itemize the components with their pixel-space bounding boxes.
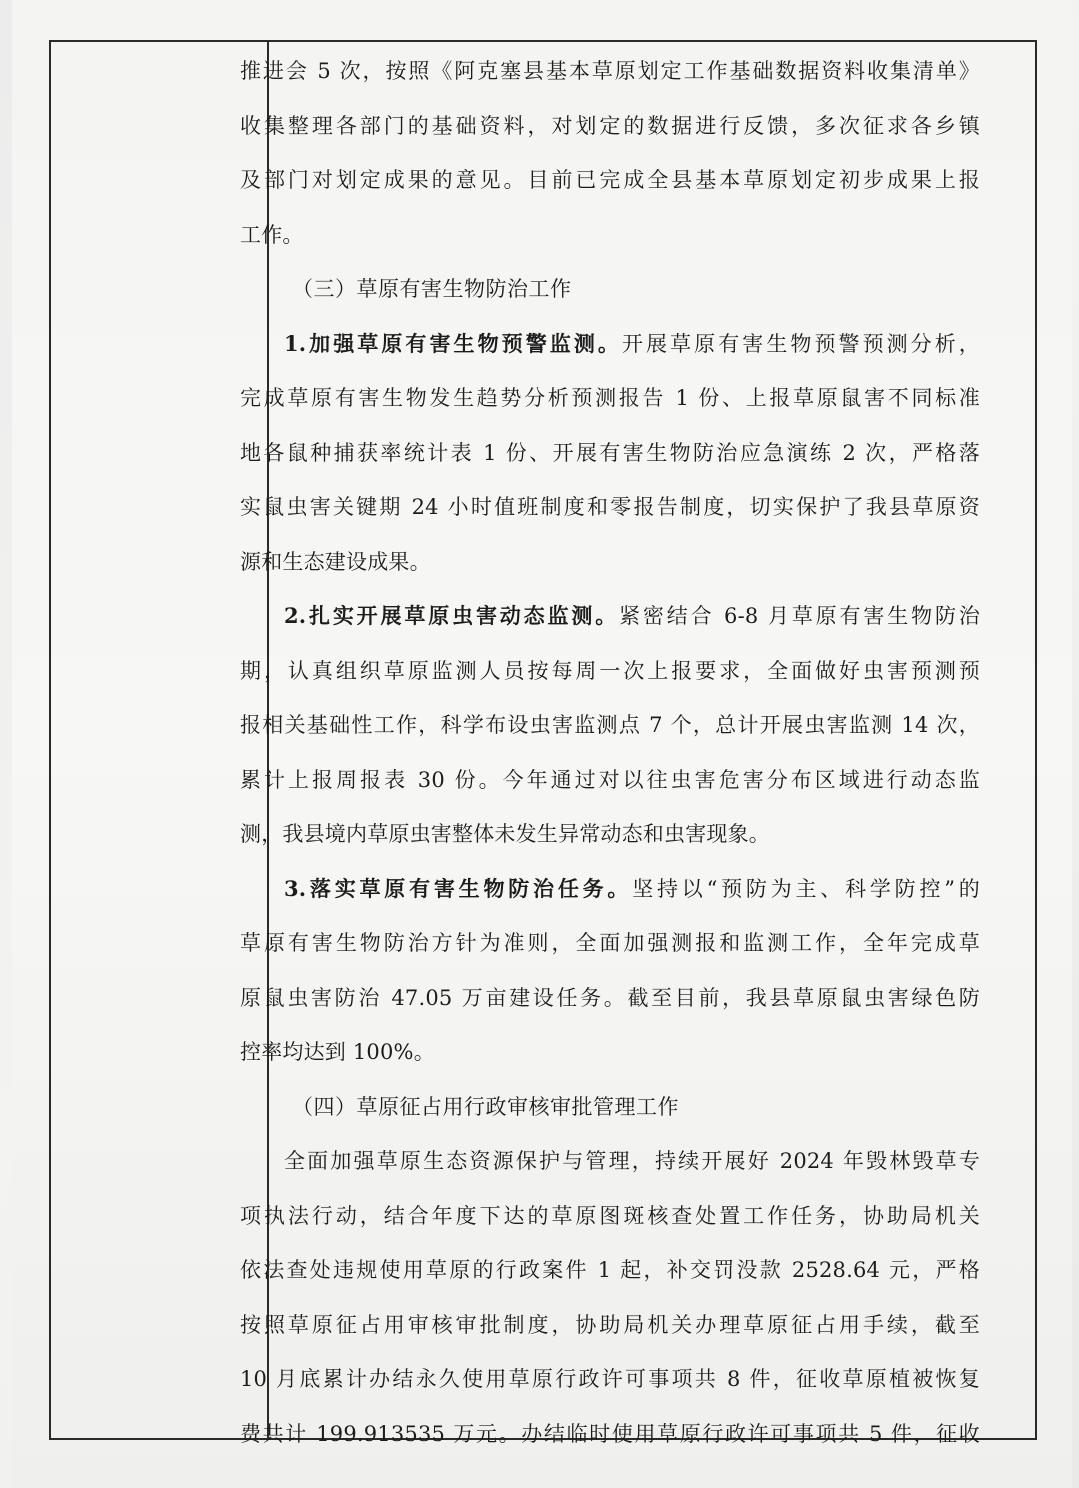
- section-heading: （三）草原有害生物防治工作: [292, 277, 572, 301]
- item-lead: 2.扎实开展草原虫害动态监测。: [284, 603, 620, 628]
- paragraph-line: 及部门对划定成果的意见。目前已完成全县基本草原划定初步成果上报: [240, 168, 980, 192]
- section-heading: （四）草原征占用行政审核审批管理工作: [292, 1094, 679, 1119]
- paragraph-line: 费共计 199.913535 万元。办结临时使用草原行政许可事项共 5 件，征收: [240, 1421, 980, 1446]
- paragraph-line: [240, 317, 980, 372]
- paragraph-line: 报相关基础性工作，科学布设虫害监测点 7 个，总计开展虫害监测 14 次，: [240, 713, 980, 737]
- paragraph-line: 原鼠虫害防治 47.05 万亩建设任务。截至目前，我县草原鼠虫害绿色防: [240, 985, 980, 1010]
- paragraph-line: 源和生态建设成果。: [240, 549, 431, 574]
- item-text: 坚持以“预防为主、科学防控”的: [632, 876, 980, 901]
- item-lead: 3.落实草原有害生物防治任务。: [284, 875, 633, 901]
- paragraph-line: 推进会 5 次，按照《阿克塞县基本草原划定工作基础数据资料收集清单》: [240, 59, 980, 83]
- paragraph-line: 控率均达到 100%。: [240, 1040, 435, 1064]
- document-body: [240, 44, 980, 1461]
- paragraph-line: 实鼠虫害关键期 24 小时值班制度和零报告制度，切实保护了我县草原资: [240, 495, 980, 519]
- document-page: [12, 0, 1072, 1488]
- item-lead: 1.加强草原有害生物预警监测。: [284, 330, 622, 356]
- item-text: 紧密结合 6-8 月草原有害生物防治: [619, 604, 980, 628]
- paragraph-line: 收集整理各部门的基础资料，对划定的数据进行反馈，多次征求各乡镇: [240, 113, 980, 138]
- paragraph-line: 项执法行动，结合年度下达的草原图斑核查处置工作任务，协助局机关: [240, 1203, 980, 1228]
- paragraph-line: [240, 589, 980, 644]
- item-text: 开展草原有害生物预警预测分析，: [621, 331, 981, 356]
- paragraph-line: 按照草原征占用审核审批制度，协助局机关办理草原征占用手续，截至: [240, 1312, 980, 1337]
- paragraph-line: 工作。: [240, 222, 304, 247]
- paragraph-line: 累计上报周报表 30 份。今年通过对以往虫害危害分布区域进行动态监: [240, 767, 980, 792]
- paragraph-line: [240, 862, 980, 917]
- paragraph-line: 期，认真组织草原监测人员按每周一次上报要求，全面做好虫害预测预: [240, 658, 980, 683]
- paragraph-line: 完成草原有害生物发生趋势分析预测报告 1 份、上报草原鼠害不同标准: [240, 386, 980, 410]
- table-left-column: [51, 42, 269, 1438]
- paragraph-line: 全面加强草原生态资源保护与管理，持续开展好 2024 年毁林毁草专: [284, 1149, 980, 1173]
- paragraph-line: 地各鼠种捕获率统计表 1 份、开展有害生物防治应急演练 2 次，严格落: [240, 440, 980, 465]
- paragraph-line: 10 月底累计办结永久使用草原行政许可事项共 8 件，征收草原植被恢复: [240, 1367, 980, 1391]
- paragraph-line: 草原有害生物防治方针为准则，全面加强测报和监测工作，全年完成草: [240, 931, 980, 955]
- paragraph-line: 依法查处违规使用草原的行政案件 1 起，补交罚没款 2528.64 元，严格: [240, 1258, 980, 1282]
- paragraph-line: 测，我县境内草原虫害整体未发生异常动态和虫害现象。: [240, 822, 770, 846]
